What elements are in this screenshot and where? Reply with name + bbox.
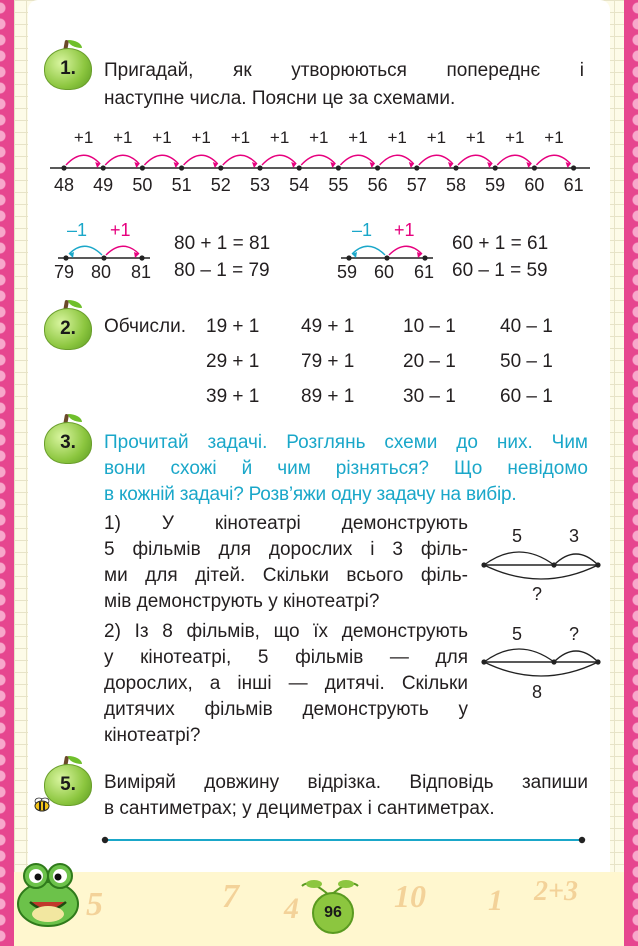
jump-arc [144,155,178,165]
jump-arc [105,155,139,165]
number-line-point [218,165,223,170]
scheme-b-equation: 60 – 1 = 59 [452,260,548,281]
jump-arc [262,155,296,165]
task3-intro-line: вони схожі й чим різняться? Що невідомо [104,458,588,479]
number-line-label: 61 [563,175,584,195]
problem2-line: 2) Із 8 фільмів, що їх демонструють [104,621,468,642]
number-line-point [297,165,302,170]
number-line-point [179,165,184,170]
number-line-point [414,165,419,170]
arc-label: +1 [230,128,251,147]
decor-number: 1 [488,884,503,917]
scheme1-upper-arc [484,552,554,565]
decor-number: 5 [86,886,103,923]
scheme-a-num: 79 [54,262,75,282]
number-line-point [453,165,458,170]
arc-label: +1 [309,128,329,147]
expression: 30 – 1 [403,386,456,407]
scheme-a-equation: 80 + 1 = 81 [174,233,271,254]
scheme-a-minus-arc [69,246,102,255]
number-line-label: 55 [328,175,349,195]
scheme-a-plus-arc [106,246,139,255]
task1-text-line1: Пригадай, як утворюються попереднє і [104,60,584,81]
task3-intro-line: Прочитай задачі. Розглянь схеми до них. Чим [104,432,588,453]
scheme1-total-label: ? [532,584,543,604]
task1-text-line2: наступне числа. Поясни це за схемами. [104,88,456,109]
segment-endpoint [579,837,585,843]
decor-number: 10 [394,878,426,914]
decor-number: 2+3 [534,876,578,907]
task-number-apple-icon [42,300,94,348]
scheme-b-minus-arc [352,246,385,255]
expression: 79 + 1 [301,351,355,372]
jump-arc [184,155,218,165]
arc-label: +1 [152,128,172,147]
task-number: 3. [60,432,76,453]
scheme-a-point [101,255,106,260]
number-line-label: 48 [53,175,75,195]
problem2-line: дорослих, а інші — дитячі. Скільки [104,673,468,694]
jump-arc [536,155,570,165]
scheme1-lower-arc [484,565,598,579]
scheme2-lower-arc [484,662,598,676]
scheme-a-plus-label: +1 [110,220,131,240]
expression: 50 – 1 [500,351,553,372]
jump-arc [380,155,414,165]
jump-arc [301,155,335,165]
scheme2-upper-arc [484,649,554,662]
scheme2-left-label: 5 [512,624,523,644]
arc-label: +1 [113,128,133,147]
scheme1-left-label: 5 [512,526,523,546]
expression: 60 – 1 [500,386,553,407]
number-line-point [532,165,537,170]
jump-arc [497,155,531,165]
problem1-line: 1) У кінотеатрі демонструють [104,513,468,534]
expression: 19 + 1 [206,316,260,337]
number-line-point [257,165,262,170]
number-line-point [140,165,145,170]
jump-arc [419,155,453,165]
expression: 40 – 1 [500,316,553,337]
scheme-b-equation: 60 + 1 = 61 [452,233,549,254]
scheme-a-minus-label: –1 [67,220,88,240]
number-line-label: 53 [249,175,271,195]
scheme1-right-label: 3 [569,526,580,546]
scheme-a-equation: 80 – 1 = 79 [174,260,270,281]
problem2-line: кінотеатрі? [104,725,201,746]
scheme-b-minus-label: –1 [352,220,373,240]
jump-arc [223,155,257,165]
scheme2-total-label: 8 [532,682,543,702]
task-number: 5. [60,774,76,795]
number-line-label: 54 [289,175,310,195]
number-line-label: 51 [171,175,192,195]
expression: 29 + 1 [206,351,260,372]
scheme-a-num: 80 [91,262,112,282]
number-line-label: 58 [445,175,467,195]
expression: 20 – 1 [403,351,456,372]
scheme-b-num: 61 [414,262,435,282]
expression: 39 + 1 [206,386,260,407]
number-line-point [571,165,576,170]
number-line-point [336,165,341,170]
problem1-line: ми для дітей. Скільки всього філь- [104,565,468,586]
scheme-a-point [139,255,144,260]
arc-label: +1 [387,128,407,147]
number-line-label: 60 [524,175,545,195]
scheme-b-plus-arc [389,246,422,255]
task5-text-line1: Виміряй довжину відрізка. Відповідь запиши [104,772,588,793]
number-line-point [375,165,380,170]
jump-arc [340,155,374,165]
task-number: 2. [60,318,76,339]
page-number-badge [300,876,360,936]
task-number-apple-icon [42,414,94,462]
bee-icon [32,796,52,812]
task2-intro: Обчисли. [104,316,187,337]
decor-number: 7 [222,878,239,915]
scheme-b-point [422,255,427,260]
expression: 10 – 1 [403,316,456,337]
problem1-line: 5 фільмів для дорослих і 3 філь- [104,539,468,560]
number-line-label: 57 [406,175,427,195]
arc-label: +1 [73,128,94,147]
scheme-b-plus-label: +1 [394,220,415,240]
problem2-line: дитячих фільмів демонструють у [104,699,468,720]
arc-label: +1 [426,128,447,147]
expression: 49 + 1 [301,316,355,337]
problem1-line: мів демонструють у кінотеатрі? [104,591,380,612]
number-line-label: 56 [367,175,388,195]
jump-arc [458,155,492,165]
scheme-a-num: 81 [131,262,152,282]
task-number: 1. [60,58,76,79]
number-line-point [101,165,106,170]
task5-text-line2: в сантиметрах; у дециметрах і сантиметрах. [104,798,495,819]
arc-label: +1 [269,128,290,147]
arc-label: +1 [505,128,525,147]
page-number: 96 [312,892,354,934]
scheme-b-num: 60 [374,262,395,282]
number-line-label: 49 [93,175,114,195]
arc-label: +1 [348,128,368,147]
number-line-point [61,165,66,170]
arc-label: +1 [544,128,564,147]
arc-label: +1 [191,128,211,147]
number-line-label: 50 [132,175,153,195]
expression: 89 + 1 [301,386,355,407]
scheme-b-point [384,255,389,260]
decor-number: 4 [284,892,299,925]
scheme-b-point [346,255,351,260]
segment-endpoint [102,837,108,843]
number-line-point [493,165,498,170]
scheme2-upper-arc [554,651,598,662]
number-line-label: 59 [485,175,506,195]
scheme2-right-label: ? [569,624,580,644]
scheme-b-num: 59 [337,262,358,282]
number-line-label: 52 [210,175,231,195]
scheme-a-point [63,255,68,260]
problem2-line: у кінотеатрі, 5 фільмів — для [104,647,468,668]
scheme1-upper-arc [554,554,598,565]
arc-label: +1 [465,128,486,147]
jump-arc [66,155,100,165]
task3-intro-line: в кожній задачі? Розв’яжи одну задачу на вибір. [104,484,517,505]
frog-icon [8,852,90,934]
